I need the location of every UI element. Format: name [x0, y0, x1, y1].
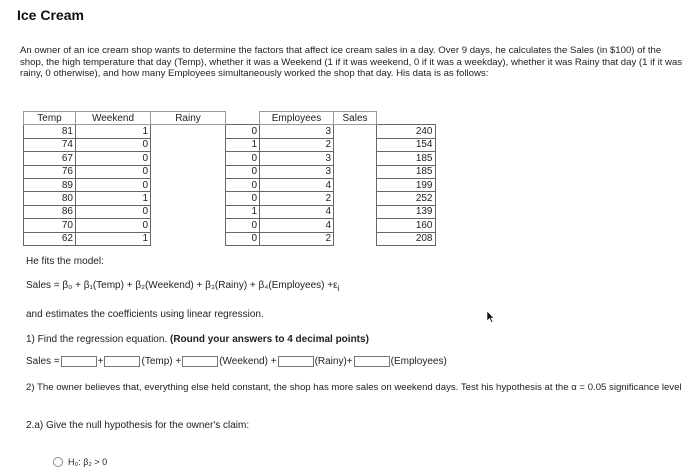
table-row	[24, 138, 436, 151]
header-rainy: Rainy	[151, 112, 226, 125]
cell-spacer	[151, 138, 226, 151]
cell-weekend: 0	[76, 165, 151, 178]
cell-rainy: 0	[226, 125, 260, 138]
table-row	[24, 219, 436, 232]
cell-temp: 80	[24, 192, 76, 205]
table-row	[24, 178, 436, 191]
cell-weekend: 0	[76, 219, 151, 232]
cell-temp: 74	[24, 138, 76, 151]
cell-temp: 67	[24, 152, 76, 165]
cell-sales: 185	[377, 152, 436, 165]
model-text: Sales = β₀ + β₁(Temp) + β₂(Weekend) + β₃(Rainy) + β₄(Employees) +ε	[26, 280, 338, 291]
cell-employees: 4	[260, 205, 334, 218]
q1-text: 1) Find the regression equation.	[26, 334, 170, 345]
null-hypothesis-option[interactable]	[53, 457, 107, 467]
cell-employees: 2	[260, 192, 334, 205]
data-table	[23, 111, 436, 246]
cell-rainy: 0	[226, 219, 260, 232]
cell-rainy: 0	[226, 232, 260, 245]
cell-spacer	[151, 219, 226, 232]
cell-rainy: 1	[226, 205, 260, 218]
cell-weekend: 0	[76, 138, 151, 151]
eq-temp-label: (Temp) +	[141, 356, 182, 367]
rainy-coef-input[interactable]	[278, 356, 314, 367]
cell-spacer	[151, 125, 226, 138]
cell-spacer	[334, 165, 377, 178]
question-2a: 2.a) Give the null hypothesis for the owner's claim:	[26, 420, 250, 431]
page-title: Ice Cream	[17, 7, 84, 23]
eq-plus: +	[97, 356, 104, 367]
cell-spacer	[334, 205, 377, 218]
cell-temp: 89	[24, 178, 76, 191]
eq-sales-label: Sales =	[26, 356, 60, 367]
cell-spacer	[334, 192, 377, 205]
eq-employees-label: (Employees)	[390, 356, 447, 367]
regression-equation-row	[26, 356, 447, 367]
cell-employees: 3	[260, 152, 334, 165]
cell-employees: 4	[260, 219, 334, 232]
temp-coef-input[interactable]	[104, 356, 140, 367]
cell-sales: 139	[377, 205, 436, 218]
intercept-input[interactable]	[61, 356, 97, 367]
cell-spacer	[334, 152, 377, 165]
mouse-cursor-icon	[486, 310, 495, 323]
cell-spacer	[334, 219, 377, 232]
cell-weekend: 1	[76, 192, 151, 205]
intro-text: An owner of an ice cream shop wants to determine the factors that affect ice cream sales in a day. Over 9 days, he calculates the Sales (in $100) of the shop, the high temperature that day (Temp), whether it was a Weekend (1 if it was weekend, 0 if it was a weekday), whether it was Rainy that day (1 if it was rainy, 0 otherwise), and how many Employees simultaneously worked the shop that day. His data is as follows:	[20, 45, 683, 80]
cell-rainy: 0	[226, 152, 260, 165]
cell-spacer	[151, 152, 226, 165]
cell-employees: 3	[260, 165, 334, 178]
header-temp: Temp	[24, 112, 76, 125]
cell-temp: 81	[24, 125, 76, 138]
table-row	[24, 192, 436, 205]
cell-weekend: 1	[76, 232, 151, 245]
q1-instruction: (Round your answers to 4 decimal points)	[169, 334, 369, 345]
question-2: 2) The owner believes that, everything else held constant, the shop has more sales on weekend days. Test his hypothesis at the α = 0.05 significance level	[26, 382, 682, 393]
model-intro: He fits the model:	[26, 256, 104, 267]
cell-temp: 70	[24, 219, 76, 232]
header-sales: Sales	[334, 112, 377, 125]
cell-spacer	[334, 232, 377, 245]
weekend-coef-input[interactable]	[182, 356, 218, 367]
cell-weekend: 0	[76, 205, 151, 218]
cell-rainy: 0	[226, 165, 260, 178]
cell-temp: 62	[24, 232, 76, 245]
radio-icon[interactable]	[53, 457, 63, 467]
eq-weekend-label: (Weekend) +	[219, 356, 277, 367]
problem-intro	[20, 45, 685, 80]
header-weekend: Weekend	[76, 112, 151, 125]
cell-employees: 2	[260, 232, 334, 245]
cell-spacer	[151, 232, 226, 245]
model-equation	[26, 280, 339, 293]
cell-sales: 240	[377, 125, 436, 138]
cell-sales: 185	[377, 165, 436, 178]
cell-rainy: 0	[226, 178, 260, 191]
cell-temp: 86	[24, 205, 76, 218]
table-row	[24, 205, 436, 218]
cell-spacer	[334, 138, 377, 151]
header-spacer	[226, 112, 260, 125]
table-row	[24, 165, 436, 178]
table-header-row	[24, 112, 436, 125]
cell-weekend: 0	[76, 178, 151, 191]
cell-employees: 3	[260, 125, 334, 138]
cell-rainy: 1	[226, 138, 260, 151]
cell-temp: 76	[24, 165, 76, 178]
cell-sales: 160	[377, 219, 436, 232]
cell-spacer	[334, 178, 377, 191]
cell-weekend: 0	[76, 152, 151, 165]
option-label: H₀: β₂ > 0	[68, 457, 108, 467]
cell-spacer	[151, 192, 226, 205]
cell-spacer	[151, 205, 226, 218]
header-employees: Employees	[260, 112, 334, 125]
cell-spacer	[334, 125, 377, 138]
question-1	[26, 334, 369, 345]
table-row	[24, 125, 436, 138]
header-spacer	[377, 112, 436, 125]
cell-sales: 154	[377, 138, 436, 151]
table-row	[24, 232, 436, 245]
eq-rainy-label: (Rainy)+	[314, 356, 353, 367]
cell-rainy: 0	[226, 192, 260, 205]
cell-spacer	[151, 165, 226, 178]
cell-weekend: 1	[76, 125, 151, 138]
estimates-text: and estimates the coefficients using linear regression.	[26, 309, 264, 320]
employees-coef-input[interactable]	[354, 356, 390, 367]
cell-sales: 208	[377, 232, 436, 245]
cell-spacer	[151, 178, 226, 191]
cell-employees: 4	[260, 178, 334, 191]
cell-employees: 2	[260, 138, 334, 151]
table-row	[24, 152, 436, 165]
cell-sales: 252	[377, 192, 436, 205]
cell-sales: 199	[377, 178, 436, 191]
model-subscript: i	[337, 283, 340, 293]
